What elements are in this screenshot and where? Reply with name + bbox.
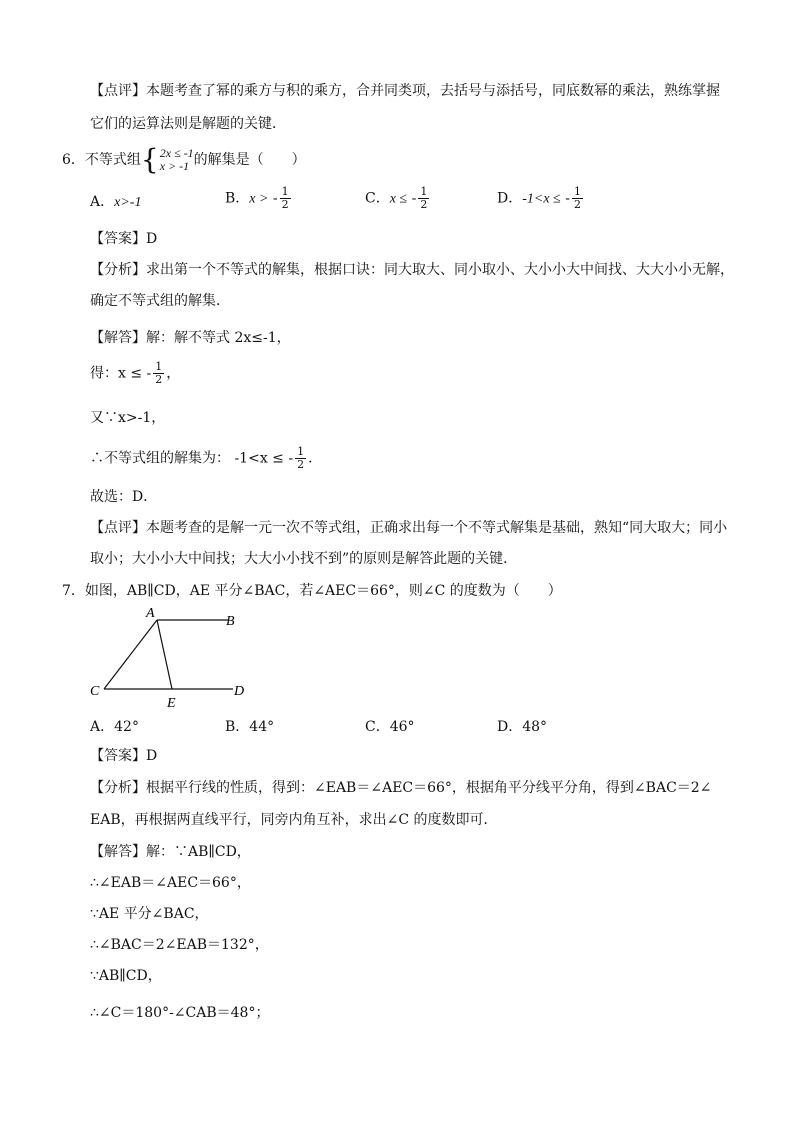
solution-line: ∵AB∥CD， <box>90 968 162 984</box>
option-label: C． <box>365 190 390 207</box>
option-a[interactable] <box>90 718 139 736</box>
minus-sign: - <box>411 190 417 207</box>
option-label: A． <box>90 719 115 735</box>
answer: 【答案】D <box>90 231 158 247</box>
option-text: 44° <box>249 719 275 735</box>
segment-ac <box>104 620 157 689</box>
solution-line: ∴∠EAB＝∠AEC＝66°， <box>90 875 251 891</box>
point-label-c: C <box>90 684 100 699</box>
option-text: x > <box>249 191 269 207</box>
option-label: C． <box>365 719 390 735</box>
option-label: D． <box>497 719 523 735</box>
option-a[interactable] <box>90 193 141 212</box>
point-label-b: B <box>226 614 235 629</box>
fraction: $\frac{1}{2}$ <box>281 185 289 211</box>
option-c[interactable] <box>365 186 431 211</box>
option-c[interactable] <box>365 718 415 736</box>
stem-suffix: 的解集是（ ） <box>193 152 306 168</box>
option-b[interactable] <box>225 186 293 211</box>
inequality-system: { 2x ≤ -1 x > -1 <box>140 143 194 176</box>
fraction: $\frac{1}{2}$ <box>573 185 581 211</box>
solution-line: 【解答】解：解不等式 2x≤-1， <box>90 330 291 346</box>
point-label-e: E <box>167 696 176 711</box>
solution-line: ∴∠C＝180°-∠CAB＝48°； <box>90 1005 270 1021</box>
review-text: 【点评】本题考查了幂的乘方与积的乘方，合并同类项，去括号与添括号，同底数幂的乘法，熟练掌握 <box>90 83 720 99</box>
point-label-a: A <box>146 606 155 621</box>
option-label: D． <box>497 190 523 207</box>
stem-prefix: 不等式组 <box>84 152 141 168</box>
fraction: $\frac{1}{2}$ <box>155 360 163 386</box>
solution-line: 得：x ≤ - $\frac{1}{2}$ ， <box>90 360 181 386</box>
solution-line: ∵AE 平分∠BAC， <box>90 906 209 922</box>
option-text: 42° <box>114 719 139 735</box>
option-b[interactable] <box>225 718 274 736</box>
option-label: A． <box>90 194 115 210</box>
analysis: 确定不等式组的解集． <box>90 293 230 309</box>
review-text: 取小；大小小大中间找；大大小小找不到”的原则是解答此题的关键． <box>90 551 518 567</box>
answer: 【答案】D <box>90 748 158 764</box>
solution-line: ∴不等式组的解集为： -1<x ≤ - $\frac{1}{2}$ ． <box>90 445 323 471</box>
option-d[interactable] <box>497 718 547 736</box>
option-text: 48° <box>522 719 548 735</box>
option-label: B． <box>225 190 250 207</box>
option-text: x ≤ <box>389 191 408 207</box>
review-text: 【点评】本题考查的是解一元一次不等式组，正确求出每一个不等式解集是基础，熟知“同大取大；同小 <box>90 520 728 536</box>
solution-line: 又∵x>-1， <box>90 410 166 426</box>
minus-sign: - <box>565 190 570 207</box>
fraction: $\frac{1}{2}$ <box>297 445 305 471</box>
option-text: 46° <box>389 719 415 735</box>
analysis: 【分析】求出第一个不等式的解集，根据口诀：同大取大、同小取小、大小小大中间找、大大小小无解， <box>90 262 734 278</box>
option-d[interactable] <box>497 186 585 211</box>
option-text: -1<x ≤ <box>522 191 561 207</box>
analysis: EAB，再根据两直线平行，同旁内角互补，求出∠C 的度数即可． <box>90 812 498 828</box>
solution-line: 故选：D． <box>90 489 158 505</box>
review-text: 它们的运算法则是解题的关键． <box>90 116 286 132</box>
minus-sign: - <box>272 190 278 207</box>
system-row-2: x > -1 <box>159 159 190 173</box>
option-label: B． <box>225 719 250 735</box>
system-row-1: 2x ≤ -1 <box>159 146 194 160</box>
question-number: 6． <box>62 152 85 168</box>
question-6-stem <box>62 143 306 176</box>
solution-line: ∴∠BAC＝2∠EAB＝132°， <box>90 937 269 953</box>
analysis: 【分析】根据平行线的性质，得到：∠EAB＝∠AEC＝66°，根据角平分线平分角，得到∠BAC＝2∠ <box>90 780 712 796</box>
option-text: x>-1 <box>114 195 142 210</box>
question-7-stem: 7．如图，AB∥CD，AE 平分∠BAC，若∠AEC＝66°，则∠C 的度数为（ ） <box>62 583 562 599</box>
segment-ae <box>157 620 172 689</box>
point-label-d: D <box>234 684 245 699</box>
fraction: $\frac{1}{2}$ <box>420 185 428 211</box>
solution-line: 【解答】解：∵AB∥CD， <box>90 844 251 860</box>
